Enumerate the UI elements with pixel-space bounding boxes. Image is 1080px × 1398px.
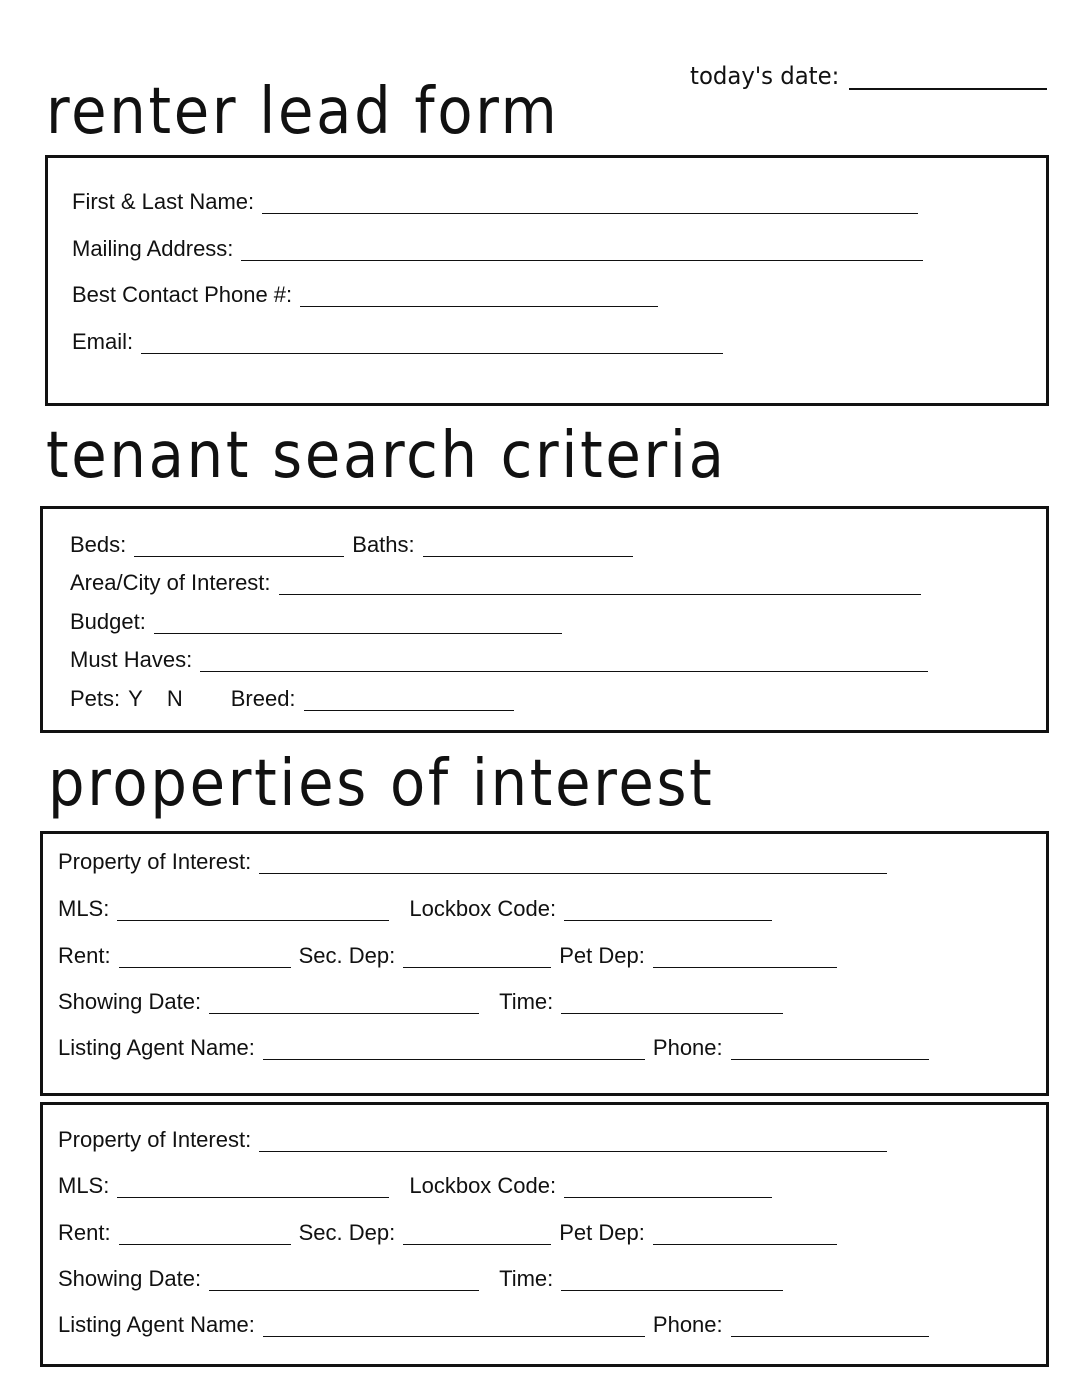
showing-date-label: Showing Date: [58,1266,202,1291]
budget-row [70,606,562,634]
agent-phone-blank[interactable] [731,1039,929,1060]
mls-label: MLS: [58,1173,110,1198]
todays-date-field[interactable] [690,62,1047,90]
mls-label: MLS: [58,896,110,921]
phone-row [72,279,658,307]
mls-blank[interactable] [117,1177,389,1198]
address-row [72,233,923,261]
baths-blank[interactable] [423,536,633,557]
agent-phone-label: Phone: [652,1035,723,1060]
area-row [70,567,921,595]
pet-dep-label: Pet Dep: [559,1220,645,1245]
lockbox-blank[interactable] [564,900,772,921]
pet-dep-blank[interactable] [653,947,837,968]
property-blank[interactable] [259,853,887,874]
showing-row [58,1263,783,1291]
area-label: Area/City of Interest: [70,570,271,595]
must-haves-blank[interactable] [200,651,928,672]
pets-yes-option[interactable]: Y [128,686,143,711]
phone-blank[interactable] [300,286,658,307]
budget-label: Budget: [70,609,146,634]
todays-date-blank[interactable] [849,62,1047,90]
rent-deposits-row [58,1217,837,1245]
phone-label: Best Contact Phone #: [72,282,293,307]
properties-heading: properties of interest [48,747,715,821]
agent-phone-label: Phone: [652,1312,723,1337]
breed-label: Breed: [230,686,296,711]
showing-date-blank[interactable] [209,993,479,1014]
lockbox-label: Lockbox Code: [409,1173,557,1198]
agent-phone-blank[interactable] [731,1316,929,1337]
beds-blank[interactable] [134,536,344,557]
time-label: Time: [499,1266,554,1291]
mls-blank[interactable] [117,900,389,921]
mls-lockbox-row [58,1170,772,1198]
baths-label: Baths: [352,532,415,557]
time-blank[interactable] [561,1270,783,1291]
property-row [58,846,887,874]
must-haves-row [70,644,928,672]
property-label: Property of Interest: [58,1127,252,1152]
sec-dep-blank[interactable] [403,947,551,968]
time-label: Time: [499,989,554,1014]
pets-no-option[interactable]: N [166,686,183,711]
pet-dep-blank[interactable] [653,1224,837,1245]
agent-blank[interactable] [263,1316,645,1337]
criteria-heading: tenant search criteria [46,419,727,493]
email-blank[interactable] [141,333,723,354]
todays-date-label: today's date: [690,62,840,90]
time-blank[interactable] [561,993,783,1014]
showing-row [58,986,783,1014]
must-haves-label: Must Haves: [70,647,193,672]
budget-blank[interactable] [154,613,562,634]
agent-label: Listing Agent Name: [58,1312,255,1337]
property-blank[interactable] [259,1131,887,1152]
agent-blank[interactable] [263,1039,645,1060]
email-label: Email: [72,329,134,354]
sec-dep-blank[interactable] [403,1224,551,1245]
pets-label: Pets: [70,686,121,711]
rent-blank[interactable] [119,1224,291,1245]
agent-label: Listing Agent Name: [58,1035,255,1060]
breed-blank[interactable] [304,690,514,711]
sec-dep-label: Sec. Dep: [298,943,396,968]
area-blank[interactable] [279,574,921,595]
name-row [72,186,918,214]
email-row [72,326,723,354]
address-blank[interactable] [241,240,923,261]
property-label: Property of Interest: [58,849,252,874]
property-row [58,1124,887,1152]
lockbox-label: Lockbox Code: [409,896,557,921]
rent-label: Rent: [58,943,111,968]
mls-lockbox-row [58,893,772,921]
pet-dep-label: Pet Dep: [559,943,645,968]
beds-baths-row [70,529,633,557]
sec-dep-label: Sec. Dep: [298,1220,396,1245]
form-title: renter lead form [46,75,560,149]
address-label: Mailing Address: [72,236,234,261]
name-blank[interactable] [262,193,918,214]
agent-row [58,1309,929,1337]
lockbox-blank[interactable] [564,1177,772,1198]
rent-label: Rent: [58,1220,111,1245]
rent-deposits-row [58,940,837,968]
agent-row [58,1032,929,1060]
beds-label: Beds: [70,532,127,557]
pets-row [70,683,514,711]
showing-date-label: Showing Date: [58,989,202,1014]
rent-blank[interactable] [119,947,291,968]
showing-date-blank[interactable] [209,1270,479,1291]
name-label: First & Last Name: [72,189,255,214]
